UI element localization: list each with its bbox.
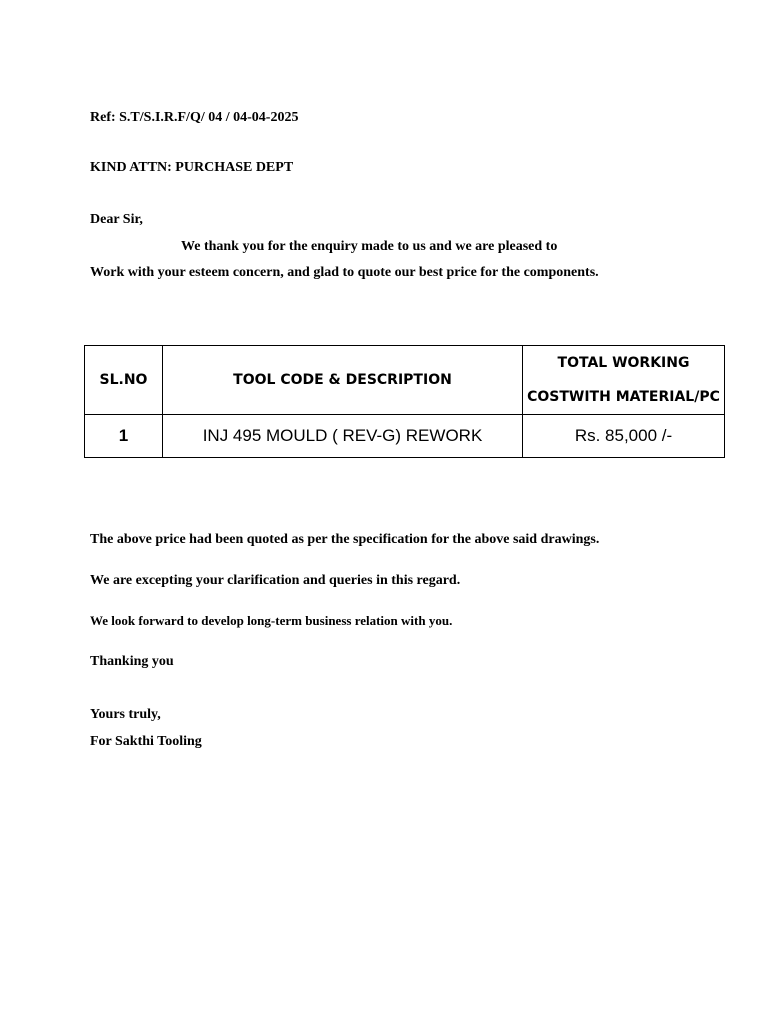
closing-line-3: We look forward to develop long-term business relation with you.	[90, 613, 453, 628]
header-cost-line-1: TOTAL WORKING	[557, 355, 690, 371]
intro-line-1: We thank you for the enquiry made to us and we are pleased to	[181, 239, 558, 254]
quotation-table	[84, 345, 725, 458]
cell-description: INJ 495 MOULD ( REV-G) REWORK	[163, 415, 523, 458]
sign-off: Yours truly,	[90, 707, 161, 722]
salutation: Dear Sir,	[90, 212, 143, 227]
header-sl-no: SL.NO	[85, 346, 163, 415]
closing-line-2: We are excepting your clarification and queries in this regard.	[90, 573, 461, 588]
table-row	[85, 415, 725, 458]
table-header-row	[85, 346, 725, 415]
attention-line: KIND ATTN: PURCHASE DEPT	[90, 160, 294, 175]
cell-sl-no: 1	[85, 415, 163, 458]
closing-line-1: The above price had been quoted as per the specification for the above said drawings.	[90, 532, 600, 547]
header-cost-line-2: COSTWITH MATERIAL/PC	[527, 389, 720, 405]
intro-line-2: Work with your esteem concern, and glad to quote our best price for the components.	[90, 265, 599, 280]
header-description: TOOL CODE & DESCRIPTION	[163, 346, 523, 415]
header-cost	[523, 346, 725, 415]
reference-line: Ref: S.T/S.I.R.F/Q/ 04 / 04-04-2025	[90, 110, 299, 125]
thanking-line: Thanking you	[90, 654, 174, 669]
cell-cost: Rs. 85,000 /-	[523, 415, 725, 458]
company-name: For Sakthi Tooling	[90, 734, 202, 749]
